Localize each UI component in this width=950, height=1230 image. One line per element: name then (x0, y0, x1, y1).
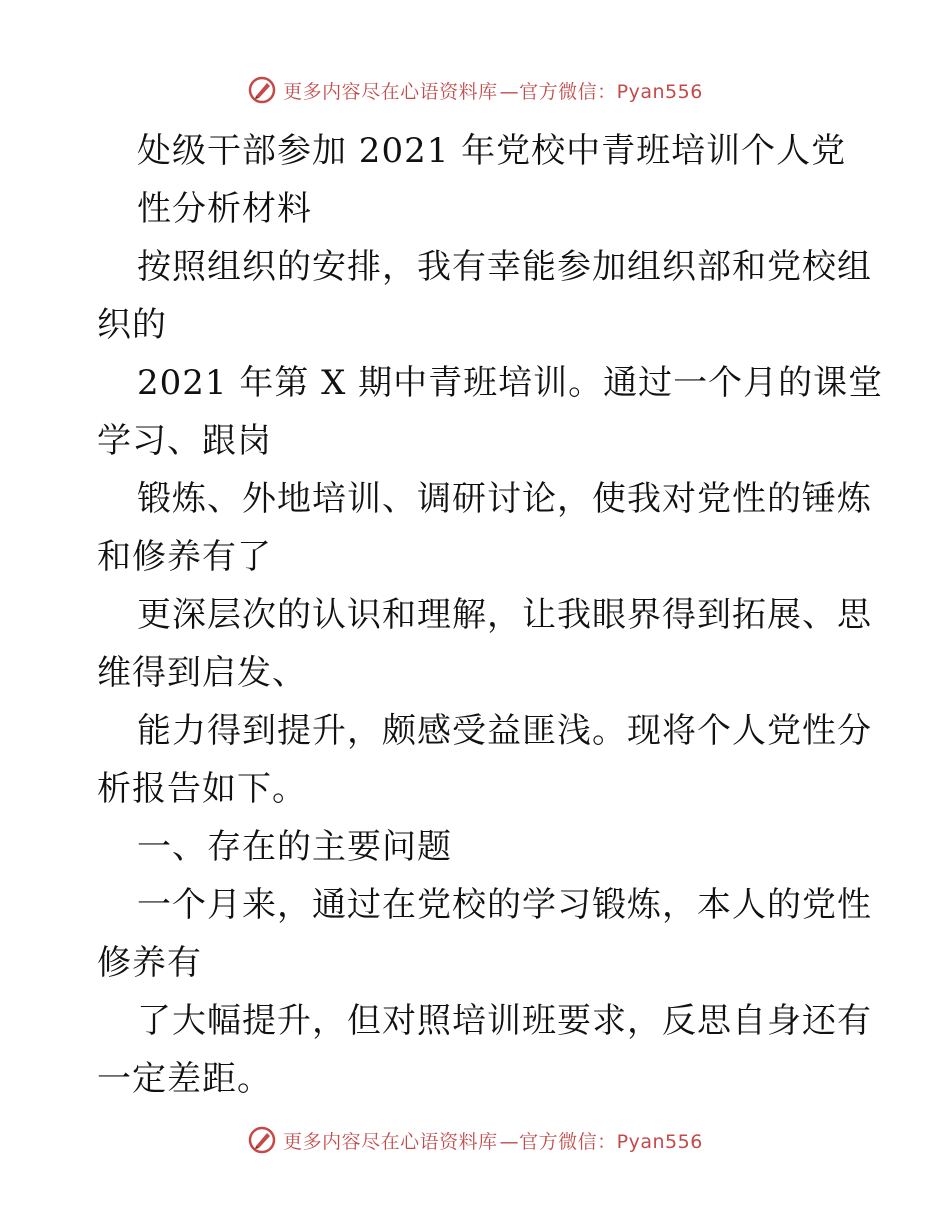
text-line: 学习、跟岗 (97, 421, 272, 461)
watermark-contact: —官方微信：Pyan556 (499, 80, 703, 103)
text-line: 处级干部参加 2021 年党校中青班培训个人党 (137, 131, 847, 171)
text-line: 了大幅提升，但对照培训班要求，反思自身还有 (137, 1001, 872, 1041)
text-line: 一定差距。 (97, 1059, 272, 1099)
text-line: 锻炼、外地培训、调研讨论，使我对党性的锤炼 (137, 479, 872, 519)
text-line: 维得到启发、 (97, 653, 307, 693)
text-line: 能力得到提升，颇感受益匪浅。现将个人党性分 (137, 711, 872, 751)
document-body (97, 122, 884, 1108)
pen-logo-icon (247, 1125, 277, 1155)
watermark-contact: —官方微信：Pyan556 (499, 1130, 703, 1153)
text-line: 性分析材料 (137, 189, 312, 229)
text-line: 修养有 (97, 943, 202, 983)
pen-logo-icon (247, 75, 277, 105)
text-line: 2021 年第 X 期中青班培训。通过一个月的课堂 (137, 363, 884, 403)
text-line: 一、存在的主要问题 (137, 827, 452, 867)
header-watermark (0, 70, 950, 110)
watermark-text: 更多内容尽在心语资料库 (283, 80, 498, 103)
text-line: 和修养有了 (97, 537, 272, 577)
text-line: 织的 (97, 305, 167, 345)
text-line: 析报告如下。 (97, 769, 307, 809)
text-line: 按照组织的安排，我有幸能参加组织部和党校组 (137, 247, 872, 287)
text-line: 一个月来，通过在党校的学习锻炼，本人的党性 (137, 885, 872, 925)
watermark-text: 更多内容尽在心语资料库 (283, 1130, 498, 1153)
footer-watermark (0, 1120, 950, 1160)
text-line: 更深层次的认识和理解，让我眼界得到拓展、思 (137, 595, 872, 635)
